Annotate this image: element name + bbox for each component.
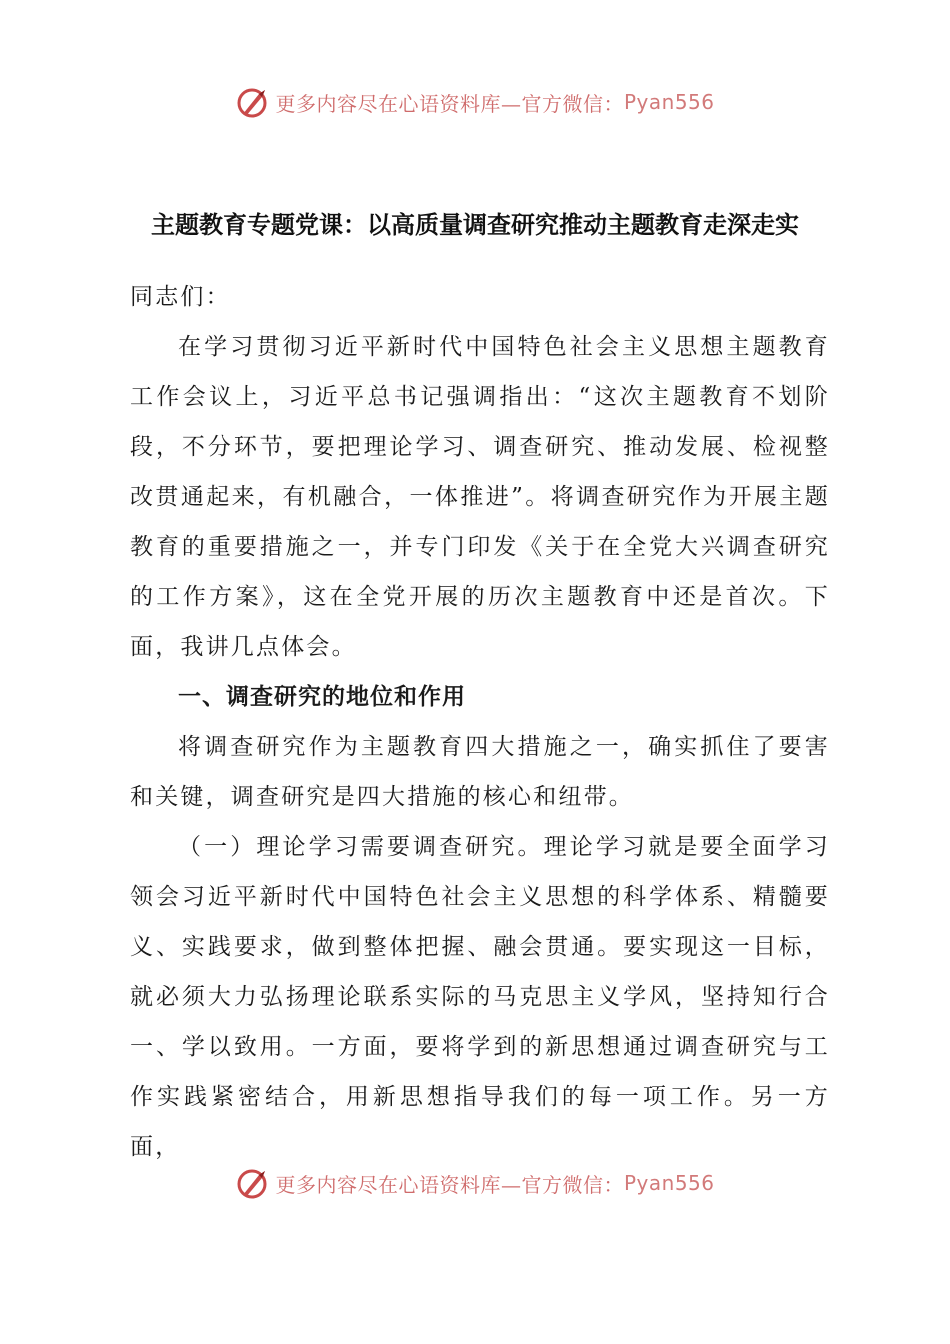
banner-handle: Pyan556	[623, 1171, 715, 1195]
banner-text: 更多内容尽在心语资料库—官方微信：	[275, 91, 624, 116]
paragraph-section-intro: 将调查研究作为主题教育四大措施之一，确实抓住了要害和关键，调查研究是四大措施的核心和纽带。	[130, 734, 830, 810]
pen-logo-icon	[235, 84, 271, 120]
document-title: 主题教育专题党课：以高质量调查研究推动主题教育走深走实	[151, 211, 799, 239]
footer-watermark-banner	[0, 1163, 950, 1203]
document-body	[130, 272, 830, 1172]
paragraph-subsection-1: （一）理论学习需要调查研究。理论学习就是要全面学习领会习近平新时代中国特色社会主义思想的科学体系、精髓要义、实践要求，做到整体把握、融会贯通。要实现这一目标，就必须大力弘扬理论联系实际的马克思主义学风，坚持知行合一、学以致用。一方面，要将学到的新思想通过调查研究与工作实践紧密结合，用新思想指导我们的每一项工作。另一方面，	[130, 834, 830, 1160]
paragraph-intro: 在学习贯彻习近平新时代中国特色社会主义思想主题教育工作会议上，习近平总书记强调指出：“这次主题教育不划阶段，不分环节，要把理论学习、调查研究、推动发展、检视整改贯通起来，有机融合，一体推进”。将调查研究作为开展主题教育的重要措施之一，并专门印发《关于在全党大兴调查研究的工作方案》，这在全党开展的历次主题教育中还是首次。下面，我讲几点体会。	[130, 334, 830, 660]
pen-logo-icon	[235, 1165, 271, 1201]
banner-handle: Pyan556	[623, 90, 715, 114]
banner-text: 更多内容尽在心语资料库—官方微信：	[275, 1172, 624, 1197]
salutation: 同志们：	[130, 284, 231, 310]
section-heading: 一、调查研究的地位和作用	[178, 684, 466, 710]
header-watermark-banner	[0, 82, 950, 122]
